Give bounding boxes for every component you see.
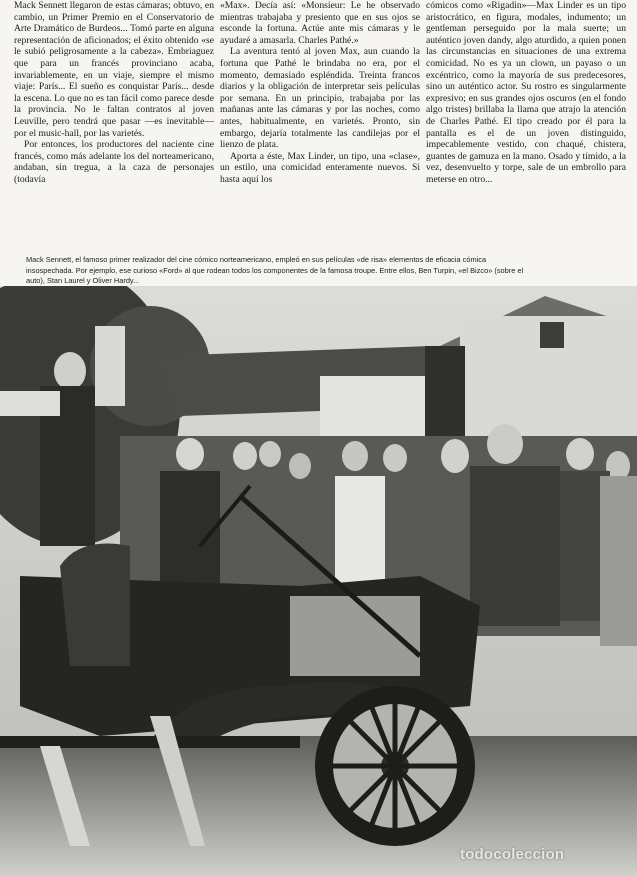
photo-caption: Mack Sennett, el famoso primer realizador del cine cómico norteamericano, empleó en sus películas «de risa» elementos de eficacia cómica insospechada. Por ejemplo, ese curioso «Ford» al que rodean todos los componentes de la famosa troupe. Entre ellos, Ben Turpin, «el Bizco» (sobre el auto), Stan Laurel y Oliver Hardy... — [26, 255, 524, 286]
watermark-logo: todocoleccion — [460, 846, 565, 863]
vintage-photo — [0, 286, 637, 876]
paragraph: Por entonces, los productores del naciente cine francés, como más adelante los del norteamericano, andaban, sin tregua, a la caza de personajes (todavía — [14, 139, 214, 185]
paragraph: La aventura tentó al joven Max, aun cuando la fortuna que Pathé le brindaba no era, por el momento, demasiado espléndida. Treinta francos diarios y la obligación de interpretar seis películas por semana. En un principio, trabajaba por las mañanas ante las cámaras y por las noches, como antes, habitualmente, en varietés. Pronto, sin embargo, dejaría totalmente las candilejas por el lienzo de plata. — [220, 46, 420, 151]
paragraph: «Max». Decía así: «Monsieur: Le he observado mientras trabajaba y presiento que en sus ojos se esconde la fortuna. Actúe ante mis cámaras y le ayudaré a amasarla. Charles Pathé.» — [220, 0, 420, 46]
photo-illustration — [0, 286, 637, 876]
paragraph: cómicos como «Rigadin»—Max Linder es un tipo aristocrático, en figura, modales, indumento; un gentleman perseguido por la mala suerte; un auténtico joven dandy, algo aturdido, a quien ponen las circunstancias en situaciones de una extrema comicidad. No es ya un clown, un payaso o un excéntrico, como la mayoría de sus predecesores, sino un auténtico actor. Su rostro es singularmente expresivo; en sus grandes ojos oscuros (en el fondo algo tristes) brillaba la llama que atrajo la atención de Charles Pathé. El tipo creado por él para la pantalla es el de un joven distinguido, impecablemente vestido, con chaqué, chistera, guantes de gamuza en la mano. Osado y tímido, a la vez, desenvuelto y torpe, sale de un embrollo para meterse en otro... — [426, 0, 626, 185]
article-column-2 — [220, 0, 420, 246]
article-column-1 — [14, 0, 214, 246]
article-columns — [14, 0, 626, 246]
article-column-3 — [426, 0, 626, 246]
paragraph: Mack Sennett llegaron de estas cámaras; obtuvo, en cambio, un Primer Premio en el Conservatorio de Arte Dramático de Burdeos... Tomó parte en alguna representación de aficionados; el éxito obtenido «se le subió peligrosamente a la cabeza». Embriaguez que para un francés provinciano acaba, invariablemente, en un viaje, siempre el mismo viaje: París... El sueño es conquistar París... desde la escena. Lo que no es tan fácil como parece desde la provincia. No le faltan contratos al joven Leuville, pero tendrá que pasar —es inevitable— por el music-hall, por las varietés. — [14, 0, 214, 139]
paragraph: Aporta a éste, Max Linder, un tipo, una «clase», un estilo, una comicidad enteramente nuevos. Si hasta aquí los — [220, 150, 420, 185]
